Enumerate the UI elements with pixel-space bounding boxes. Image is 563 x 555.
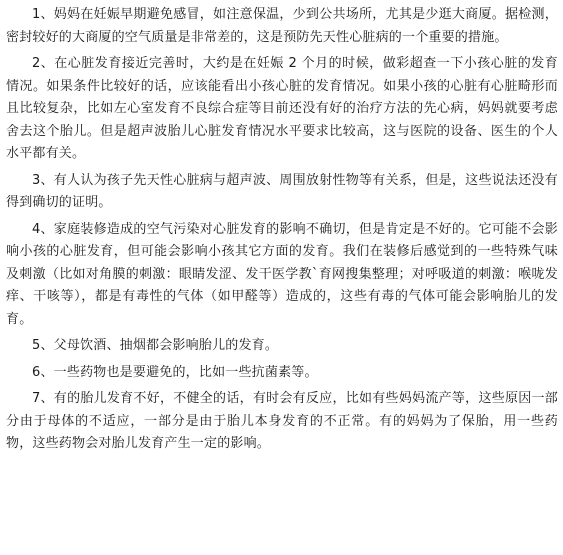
paragraph-5: 5、父母饮酒、抽烟都会影响胎儿的发育。 (32, 338, 279, 353)
paragraph-6: 6、一些药物也是要避免的，比如一些抗菌素等。 (32, 364, 318, 380)
paragraph-1: 1、妈妈在妊娠早期避免感冒，如注意保温，少到公共场所，尤其是少逛大商厦。据检测，密封较好的大商厦的空气质量是非常差的，这是预防先天性心脏病的一个重要的措施。 (6, 7, 558, 45)
paragraph-3: 3、有人认为孩子先天性心脏病与超声波、周围放射性物等有关系，但是，这些说法还没有得到确切的证明。 (6, 172, 558, 210)
article-body (6, 4, 558, 460)
paragraph-7: 7、有的胎儿发育不好，不健全的话，有时会有反应，比如有些妈妈流产等，这些原因一部分由于母体的不适应，一部分是由于胎儿本身发育的不正常。有的妈妈为了保胎，用一些药物，这些药物会对胎儿发育产生一定的影响。 (6, 391, 558, 451)
paragraph-4: 4、家庭装修造成的空气污染对心脏发育的影响不确切，但是肯定是不好的。它可能不会影响小孩的心脏发育，但可能会影响小孩其它方面的发育。我们在装修后感觉到的一些特殊气味及刺激（比如对角膜的刺激：眼睛发涩、发干医学教`育网搜集整理；对呼吸道的刺激：喉咙发痒、干咳等），都是有毒性的气体（如甲醛等）造成的，这些有毒的气体可能会影响胎儿的发育。 (6, 221, 558, 327)
paragraph-2: 2、在心脏发育接近完善时，大约是在妊娠 2 个月的时候，做彩超查一下小孩心脏的发育情况。如果条件比较好的话，应该能看出小孩心脏的发育情况。如果小孩的心脏有心脏畸形而且比较复杂，比如左心室发育不良综合症等目前还没有好的治疗方法的先心病，妈妈就要考虑舍去这个胎儿。但是超声波胎儿心脏发育情况水平要求比较高，这与医院的设备、医生的个人水平都有关。 (6, 56, 558, 161)
